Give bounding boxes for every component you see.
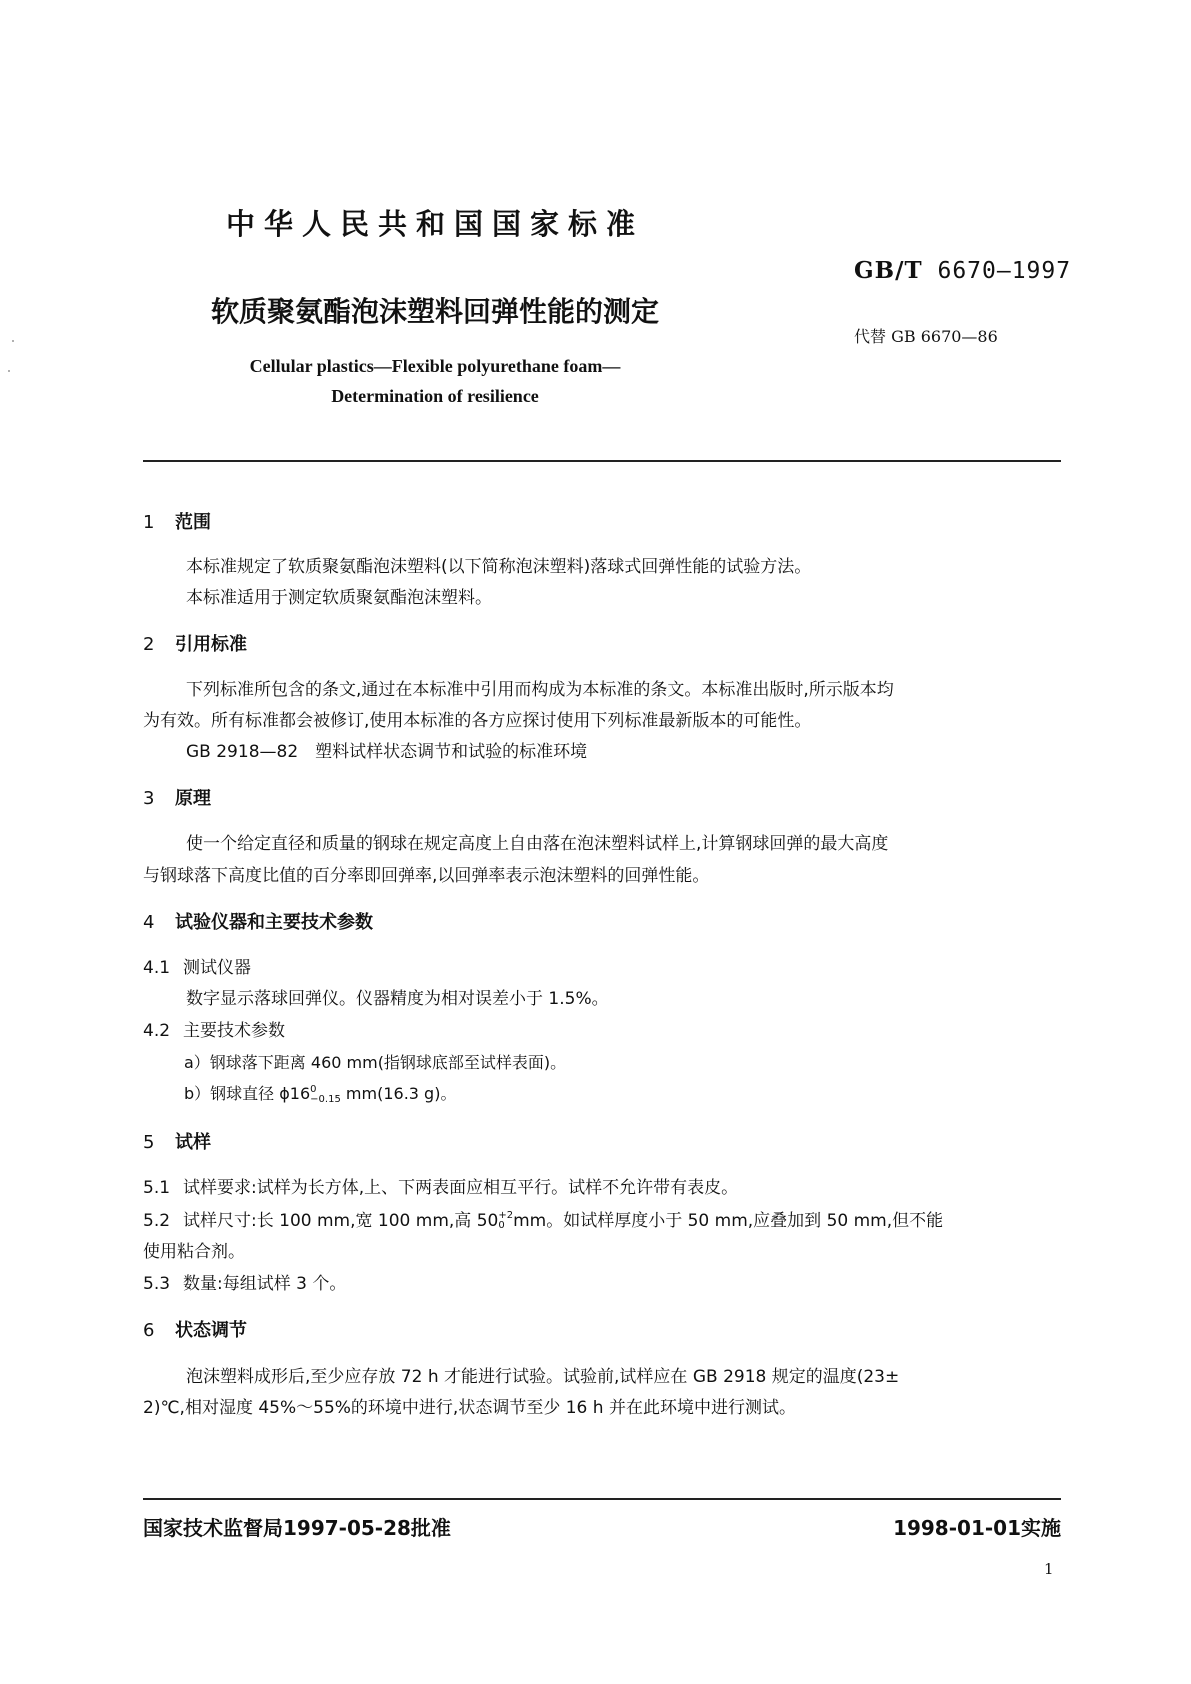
section-title: 原理	[175, 788, 211, 809]
normative-reference: GB 2918—82 塑料试样状态调节和试验的标准环境	[186, 742, 588, 762]
height-tolerance	[498, 1211, 513, 1231]
implementation-date: 1998-01-01实施	[893, 1516, 1061, 1540]
parameter-item-a: a）钢球落下距离 460 mm(指钢球底部至试样表面)。	[184, 1053, 567, 1072]
subsection-4-1-text: 数字显示落球回弹仪。仪器精度为相对误差小于 1.5%。	[186, 989, 609, 1009]
subsection-text: 试样要求:试样为长方体,上、下两表面应相互平行。试样不允许带有表皮。	[183, 1178, 739, 1198]
section-number: 4	[143, 912, 155, 933]
item-b-unit: mm(16.3 g)。	[340, 1084, 457, 1103]
subsection-5-1	[143, 1173, 738, 1198]
section-2-paragraph-line-2: 为有效。所有标准都会被修订,使用本标准的各方应探讨使用下列标准最新版本的可能性。	[143, 711, 812, 731]
section-number: 1	[143, 512, 155, 533]
subsection-text: 试样尺寸:长 100 mm,宽 100 mm,高 50	[183, 1211, 499, 1231]
subsection-5-2	[143, 1206, 943, 1231]
section-2-heading	[143, 630, 247, 656]
subsection-number: 5.2	[143, 1211, 171, 1231]
tolerance-upper: +2	[498, 1210, 514, 1221]
subsection-4-2	[143, 1016, 285, 1041]
subsection-5-3	[143, 1269, 346, 1294]
section-4-heading	[143, 908, 373, 934]
parameter-item-b	[184, 1081, 456, 1105]
section-title: 试验仪器和主要技术参数	[175, 912, 373, 933]
section-1-paragraph-1: 本标准规定了软质聚氨酯泡沫塑料(以下简称泡沫塑料)落球式回弹性能的试验方法。	[186, 557, 812, 577]
section-number: 2	[143, 634, 155, 655]
scan-dot	[12, 340, 14, 342]
subsection-title: 测试仪器	[183, 958, 251, 978]
section-title: 范围	[175, 512, 211, 533]
section-1-heading	[143, 508, 211, 534]
english-title-line-1: Cellular plastics—Flexible polyurethane foam—	[249, 356, 621, 376]
subsection-text-cont: mm。如试样厚度小于 50 mm,应叠加到 50 mm,但不能	[513, 1211, 944, 1231]
section-1-paragraph-2: 本标准适用于测定软质聚氨酯泡沫塑料。	[186, 588, 492, 608]
approval-date: 国家技术监督局1997-05-28批准	[143, 1516, 451, 1540]
section-2-paragraph-line-1: 下列标准所包含的条文,通过在本标准中引用而构成为本标准的条文。本标准出版时,所示版本均	[186, 680, 894, 700]
page-number: 1	[1044, 1560, 1054, 1578]
subsection-4-1	[143, 953, 251, 978]
subsection-5-2-continuation: 使用粘合剂。	[143, 1242, 245, 1262]
subsection-number: 5.3	[143, 1274, 171, 1294]
subsection-text: 数量:每组试样 3 个。	[183, 1274, 347, 1294]
section-6-paragraph-line-2: 2)℃,相对湿度 45%～55%的环境中进行,状态调节至少 16 h 并在此环境中进行测试。	[143, 1398, 796, 1418]
standard-code: 6670—1997	[937, 258, 1072, 284]
section-title: 试样	[175, 1132, 211, 1153]
tolerance	[310, 1085, 341, 1105]
english-title-line-2: Determination of resilience	[331, 386, 539, 406]
section-6-paragraph-line-1: 泡沫塑料成形后,至少应存放 72 h 才能进行试验。试验前,试样应在 GB 2918 规定的温度(23±	[186, 1367, 900, 1387]
section-number: 3	[143, 788, 155, 809]
section-5-heading	[143, 1128, 211, 1154]
standard-number	[854, 257, 1071, 284]
item-b-text: b）钢球直径 ϕ16	[184, 1084, 311, 1103]
subsection-number: 5.1	[143, 1178, 171, 1198]
section-3-heading	[143, 784, 211, 810]
footer-rule	[143, 1498, 1061, 1500]
tolerance-lower: 0	[498, 1220, 505, 1231]
subsection-number: 4.1	[143, 958, 171, 978]
chinese-title: 软质聚氨酯泡沫塑料回弹性能的测定	[210, 295, 659, 328]
tolerance-lower: −0.15	[310, 1093, 341, 1105]
section-number: 6	[143, 1320, 155, 1341]
national-standard-heading: 中华人民共和国国家标准	[225, 207, 644, 241]
subsection-title: 主要技术参数	[183, 1021, 285, 1041]
replaces-note: 代替 GB 6670—86	[854, 327, 998, 346]
tolerance-upper: 0	[310, 1083, 317, 1095]
standard-prefix: GB/T	[854, 257, 923, 284]
section-title: 引用标准	[175, 634, 247, 655]
section-number: 5	[143, 1132, 155, 1153]
section-6-heading	[143, 1316, 247, 1342]
header-rule	[143, 460, 1061, 462]
section-3-paragraph-line-2: 与钢球落下高度比值的百分率即回弹率,以回弹率表示泡沫塑料的回弹性能。	[143, 866, 710, 886]
section-title: 状态调节	[175, 1320, 247, 1341]
section-3-paragraph-line-1: 使一个给定直径和质量的钢球在规定高度上自由落在泡沫塑料试样上,计算钢球回弹的最大高度	[186, 834, 889, 854]
subsection-number: 4.2	[143, 1021, 171, 1041]
